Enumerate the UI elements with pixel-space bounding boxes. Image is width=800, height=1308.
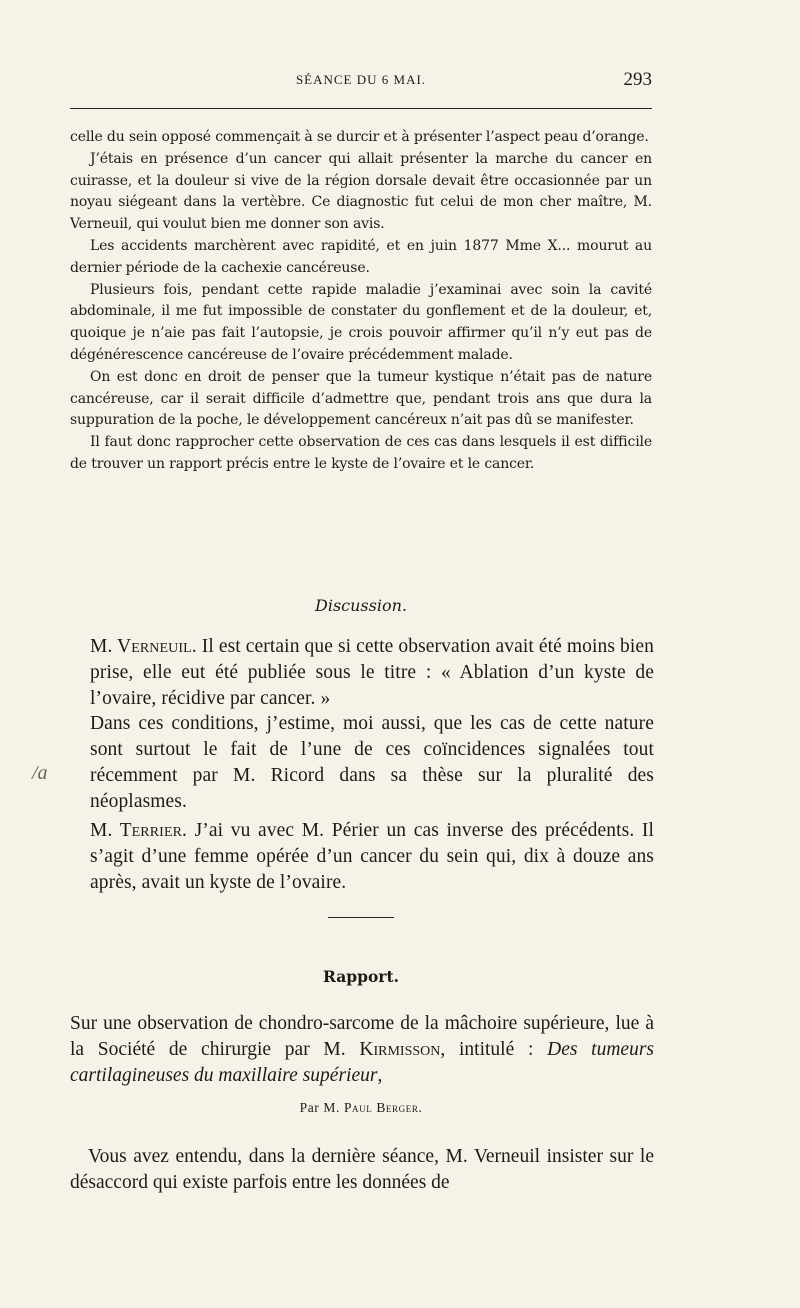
handwritten-margin-note: /a <box>32 762 48 784</box>
paragraph <box>90 634 654 711</box>
section-heading-rapport: Rapport. <box>322 967 400 986</box>
speaker-terrier: M. Terrier. <box>90 820 188 841</box>
running-head <box>70 69 652 96</box>
terrier-remarks <box>90 818 654 895</box>
verneuil-remarks <box>90 634 654 815</box>
paragraph: Dans ces conditions, j’estime, moi aussi, que les cas de cette nature sont surtout le fait de l’une de ces coïncidences signalées tout récemment par M. Ricord dans sa thèse sur la pluralité des néoplasmes. <box>90 713 654 812</box>
paragraph: Il faut donc rapprocher cette observation de ces cas dans lesquels il est difficile de trouver un rapport précis entre le kyste de l’ovaire et le cancer. <box>70 434 652 472</box>
rapport-text <box>70 1144 654 1196</box>
paragraph: Vous avez entendu, dans la dernière séance, M. Verneuil insister sur le désaccord qui existe parfois entre les données de <box>70 1146 654 1193</box>
section-heading-discussion: Discussion. <box>315 596 407 615</box>
running-head-title: SÉANCE DU 6 MAI. <box>295 72 427 87</box>
subject-text: , intitulé : <box>440 1038 534 1060</box>
subject-author: Kirmisson <box>359 1038 441 1060</box>
case-report-text <box>70 127 652 476</box>
speaker-verneuil: M. Verneuil. <box>90 636 197 657</box>
header-rule <box>70 108 652 109</box>
byline-prefix: Par M. <box>299 1100 340 1115</box>
paragraph <box>90 818 654 895</box>
paragraph: On est donc en droit de penser que la tumeur kystique n’était pas de nature cancéreuse, car il serait difficile d’admettre que, pendant trois ans que dura la suppuration de la poche, le développement cancéreux n’ait pas dû se manifester. <box>70 368 652 429</box>
paragraph: J’étais en présence d’un cancer qui allait présenter la marche du cancer en cuirasse, et la douleur si vive de la région dorsale devait être occasionnée par un noyau siégeant dans la vertèbre. Ce diagnostic fut celui de mon cher maître, M. Verneuil, qui voulut bien me donner son avis. <box>70 150 652 233</box>
subject-title: Des tumeurs cartilagineuses du maxillaire supérieur <box>70 1038 655 1086</box>
speech-text: J’ai vu avec M. Périer un cas inverse des précédents. Il s’agit d’une femme opérée d’un cancer du sein qui, dix à douze ans après, avait un kyste de l’ovaire. <box>90 820 655 893</box>
byline-author: Paul Berger. <box>343 1100 423 1115</box>
paragraph: celle du sein opposé commençait à se durcir et à présenter l’aspect peau d’orange. <box>70 129 649 145</box>
page-number: 293 <box>623 69 652 90</box>
byline <box>70 1100 652 1116</box>
paragraph: Plusieurs fois, pendant cette rapide maladie j’examinai avec soin la cavité abdominale, il me fut impossible de constater du gonflement et de la douleur, et, quoique je n’aie pas fait l’autopsie, je crois pouvoir affirmer qu’il n’y eut pas de dégénérescence cancéreuse de l’ovaire précédemment malade. <box>70 281 652 363</box>
section-separator <box>328 917 394 918</box>
rapport-subject <box>70 1011 654 1088</box>
paragraph: Les accidents marchèrent avec rapidité, et en juin 1877 Mme X... mourut au dernier période de la cachexie cancéreuse. <box>70 237 652 276</box>
subject-text: Sur une observation de chondro-sarcome de la mâchoire supérieure, lue à la Société de chirurgie par M. <box>70 1013 654 1060</box>
speech-text: Il est certain que si cette observation avait été moins bien prise, elle eut été publiée sous le titre : « Ablation d’un kyste de l’ovaire, récidive par cancer. » <box>90 636 654 709</box>
subject-text: , <box>377 1064 383 1086</box>
